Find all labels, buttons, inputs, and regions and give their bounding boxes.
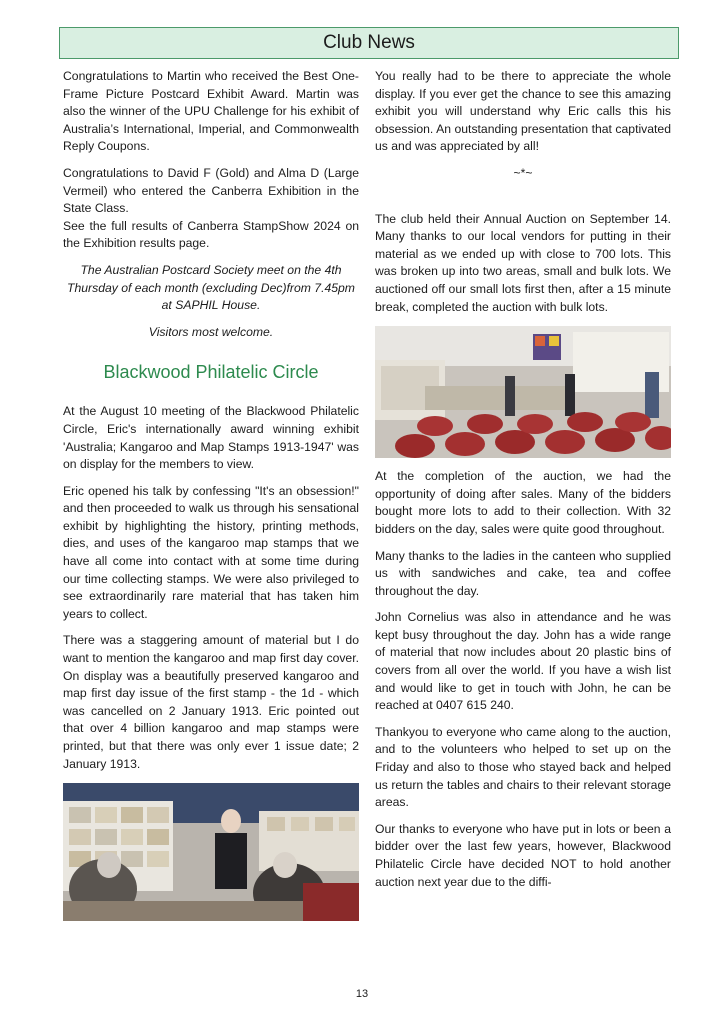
- postcard-society-notice: The Australian Postcard Society meet on the 4th Thursday of each month (excluding Dec)from 7.45pm at SAPHIL House.: [67, 262, 355, 313]
- section-title: Blackwood Philatelic Circle: [103, 362, 319, 383]
- paragraph: At the August 10 meeting of the Blackwood Philatelic Circle, Eric's internationally award winning exhibit 'Australia; Kangaroo and Map Stamps 1913-1947' was on display for the members to view.: [63, 404, 359, 472]
- paragraph: Eric opened his talk by confessing "It's an obsession!" and then proceeded to walk us through his sensational exhibit by highlighting the history, printing methods, dies, and uses of the kangaroo map stamps that we have all come into contact with at some time during our time collecting stamps. We were also privileged to see extraordinarily rare material that has taken him years to collect.: [63, 483, 359, 621]
- exhibit-talk-photo: [63, 783, 359, 921]
- paragraph: You really had to be there to appreciate the whole display. If you ever get the chance to see this amazing exhibit you will understand why Eric calls this his obsession. An outstanding presentation that captivated us and was appreciated by all!: [375, 69, 671, 154]
- paragraph: See the full results of Canberra StampShow 2024 on the Exhibition results page.: [63, 218, 359, 251]
- paragraph: John Cornelius was also in attendance and he was kept busy throughout the day. John has a wide range of material that now includes about 20 plastic bins of covers from all over the world. If you have a wish list and would like to get in touch with John, he can be reached at 0407 615 240.: [375, 610, 671, 713]
- visitors-notice: Visitors most welcome.: [148, 324, 274, 339]
- page-banner: [59, 27, 679, 59]
- paragraph: Congratulations to Martin who received the Best One-Frame Picture Postcard Exhibit Award. Martin was also the winner of the UPU Challenge for his exhibit of Australia’s International, Imperial, and Commonwealth Reply Coupons.: [63, 69, 359, 154]
- paragraph: Congratulations to David F (Gold) and Alma D (Large Vermeil) who entered the Canberra Exhibition in the State Class.: [63, 165, 359, 216]
- paragraph: Many thanks to the ladies in the canteen who supplied us with sandwiches and cake, tea and coffee throughout the day.: [375, 548, 671, 598]
- paragraph: Thankyou to everyone who came along to the auction, and to the volunteers who helped to set up on the Friday and also to those who stayed back and helped us return the tables and chairs to their relevant storage areas.: [375, 724, 671, 810]
- separator: ~*~: [513, 165, 533, 180]
- paragraph: At the completion of the auction, we had the opportunity of doing after sales. Many of the bidders bought more lots to add to their collection. With 32 bidders on the day, sales were quite good throughout.: [375, 469, 671, 536]
- paragraph: Our thanks to everyone who have put in lots or been a bidder over the last few years, however, Blackwood Philatelic Circle have decided NOT to hold another auction next year due to the diffi-: [375, 821, 671, 889]
- paragraph: The club held their Annual Auction on September 14. Many thanks to our local vendors for putting in their material as we ended up with close to 700 lots. This was broken up into two areas, small and bulk lots. We auctioned off our small lots first then, after a 15 minute break, completed the auction with bulk lots.: [375, 211, 671, 314]
- auction-photo: [375, 326, 671, 458]
- paragraph: There was a staggering amount of material but I do want to mention the kangaroo and map first day cover. On display was a beautifully preserved kangaroo and map first day issue of the first stamp - the 1d - which was cancelled on 2 January 1913. Eric pointed out that over 4 billion kangaroo and map stamps were printed, but that there was only ever 1 issue date; 2 January 1913.: [63, 633, 359, 771]
- exhibit-talk-photo-image: [63, 783, 359, 921]
- left-column: [63, 68, 359, 931]
- right-column: [375, 68, 671, 900]
- auction-photo-image: [375, 326, 671, 458]
- banner-title: Club News: [323, 32, 415, 53]
- page-number: 13: [355, 988, 369, 1000]
